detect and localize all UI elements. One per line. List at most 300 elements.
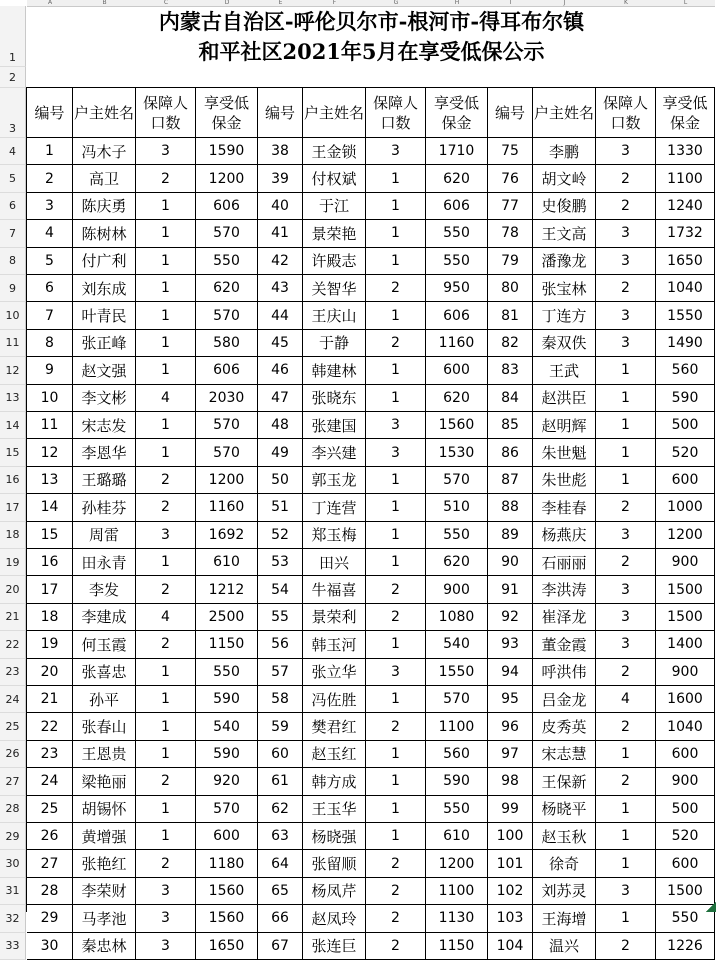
row-number[interactable]: 5 bbox=[0, 165, 26, 192]
table-cell[interactable]: 2500 bbox=[196, 604, 258, 631]
table-cell[interactable]: 76 bbox=[488, 165, 533, 192]
table-cell[interactable]: 51 bbox=[258, 494, 303, 521]
table-cell[interactable]: 570 bbox=[426, 467, 488, 494]
table-cell[interactable]: 570 bbox=[196, 796, 258, 823]
table-cell[interactable]: 4 bbox=[27, 220, 73, 247]
name-cell[interactable]: 于静 bbox=[303, 330, 366, 357]
row-number[interactable]: 12 bbox=[0, 357, 26, 384]
table-cell[interactable]: 570 bbox=[196, 220, 258, 247]
table-cell[interactable]: 4 bbox=[596, 686, 656, 713]
name-cell[interactable]: 关智华 bbox=[303, 275, 366, 302]
name-cell[interactable]: 孙桂芬 bbox=[73, 494, 136, 521]
table-cell[interactable]: 30 bbox=[27, 933, 73, 960]
name-cell[interactable]: 王璐璐 bbox=[73, 467, 136, 494]
table-cell[interactable]: 1 bbox=[596, 467, 656, 494]
table-cell[interactable]: 1 bbox=[136, 686, 196, 713]
table-cell[interactable]: 17 bbox=[27, 576, 73, 603]
name-cell[interactable]: 杨晓强 bbox=[303, 823, 366, 850]
name-cell[interactable]: 田永青 bbox=[73, 549, 136, 576]
table-cell[interactable]: 500 bbox=[656, 412, 715, 439]
name-cell[interactable]: 张宝林 bbox=[533, 275, 596, 302]
table-cell[interactable]: 15 bbox=[27, 522, 73, 549]
name-cell[interactable]: 李发 bbox=[73, 576, 136, 603]
table-cell[interactable]: 21 bbox=[27, 686, 73, 713]
name-cell[interactable]: 潘豫龙 bbox=[533, 248, 596, 275]
table-cell[interactable]: 59 bbox=[258, 713, 303, 740]
name-cell[interactable]: 陈庆勇 bbox=[73, 193, 136, 220]
table-cell[interactable]: 66 bbox=[258, 905, 303, 932]
name-cell[interactable]: 王金锁 bbox=[303, 138, 366, 165]
table-cell[interactable]: 3 bbox=[596, 522, 656, 549]
table-cell[interactable]: 29 bbox=[27, 905, 73, 932]
table-cell[interactable]: 570 bbox=[196, 439, 258, 466]
table-cell[interactable]: 540 bbox=[196, 713, 258, 740]
name-cell[interactable]: 于江 bbox=[303, 193, 366, 220]
row-number[interactable]: 13 bbox=[0, 385, 26, 412]
name-cell[interactable]: 丁连方 bbox=[533, 302, 596, 329]
table-header-cell[interactable]: 享受低保金 bbox=[656, 88, 715, 138]
row-number[interactable]: 18 bbox=[0, 522, 26, 549]
name-cell[interactable]: 张立华 bbox=[303, 659, 366, 686]
table-cell[interactable]: 2 bbox=[596, 165, 656, 192]
name-cell[interactable]: 赵洪臣 bbox=[533, 385, 596, 412]
row-number[interactable]: 3 bbox=[0, 88, 26, 138]
table-header-cell[interactable]: 保障人口数 bbox=[136, 88, 196, 138]
name-cell[interactable]: 史俊鹏 bbox=[533, 193, 596, 220]
table-cell[interactable]: 79 bbox=[488, 248, 533, 275]
table-cell[interactable]: 2 bbox=[136, 494, 196, 521]
table-cell[interactable]: 7 bbox=[27, 302, 73, 329]
table-header-cell[interactable]: 保障人口数 bbox=[596, 88, 656, 138]
name-cell[interactable]: 丁连营 bbox=[303, 494, 366, 521]
row-number[interactable]: 16 bbox=[0, 467, 26, 494]
name-cell[interactable]: 刘东成 bbox=[73, 275, 136, 302]
table-cell[interactable]: 600 bbox=[656, 850, 715, 877]
table-cell[interactable]: 86 bbox=[488, 439, 533, 466]
table-cell[interactable]: 49 bbox=[258, 439, 303, 466]
table-cell[interactable]: 2030 bbox=[196, 385, 258, 412]
table-cell[interactable]: 78 bbox=[488, 220, 533, 247]
table-cell[interactable]: 600 bbox=[196, 823, 258, 850]
table-cell[interactable]: 2 bbox=[27, 165, 73, 192]
table-cell[interactable]: 39 bbox=[258, 165, 303, 192]
name-cell[interactable]: 杨晓平 bbox=[533, 796, 596, 823]
name-cell[interactable]: 韩玉河 bbox=[303, 631, 366, 658]
column-header-k[interactable]: K bbox=[596, 0, 656, 7]
table-cell[interactable]: 3 bbox=[596, 604, 656, 631]
name-cell[interactable]: 徐奇 bbox=[533, 850, 596, 877]
table-cell[interactable]: 1 bbox=[596, 412, 656, 439]
table-cell[interactable]: 550 bbox=[196, 659, 258, 686]
table-cell[interactable]: 80 bbox=[488, 275, 533, 302]
row-number[interactable]: 8 bbox=[0, 248, 26, 275]
name-cell[interactable]: 王武 bbox=[533, 357, 596, 384]
name-cell[interactable]: 石丽丽 bbox=[533, 549, 596, 576]
table-cell[interactable]: 87 bbox=[488, 467, 533, 494]
table-cell[interactable]: 1 bbox=[136, 357, 196, 384]
row-number[interactable]: 9 bbox=[0, 275, 26, 302]
table-cell[interactable]: 550 bbox=[426, 796, 488, 823]
table-cell[interactable]: 47 bbox=[258, 385, 303, 412]
table-cell[interactable]: 96 bbox=[488, 713, 533, 740]
table-cell[interactable]: 1240 bbox=[656, 193, 715, 220]
table-cell[interactable]: 2 bbox=[366, 850, 426, 877]
name-cell[interactable]: 张艳红 bbox=[73, 850, 136, 877]
row-number[interactable]: 6 bbox=[0, 193, 26, 220]
name-cell[interactable]: 韩建林 bbox=[303, 357, 366, 384]
table-cell[interactable]: 85 bbox=[488, 412, 533, 439]
name-cell[interactable]: 李建成 bbox=[73, 604, 136, 631]
table-cell[interactable]: 600 bbox=[656, 467, 715, 494]
row-number[interactable]: 28 bbox=[0, 796, 26, 823]
table-cell[interactable]: 1732 bbox=[656, 220, 715, 247]
table-cell[interactable]: 28 bbox=[27, 878, 73, 905]
table-cell[interactable]: 1 bbox=[136, 220, 196, 247]
name-cell[interactable]: 许殿志 bbox=[303, 248, 366, 275]
name-cell[interactable]: 朱世彪 bbox=[533, 467, 596, 494]
name-cell[interactable]: 冯佐胜 bbox=[303, 686, 366, 713]
table-cell[interactable]: 1500 bbox=[656, 576, 715, 603]
name-cell[interactable]: 郑玉梅 bbox=[303, 522, 366, 549]
table-cell[interactable]: 2 bbox=[596, 768, 656, 795]
table-cell[interactable]: 3 bbox=[596, 330, 656, 357]
table-cell[interactable]: 5 bbox=[27, 248, 73, 275]
table-cell[interactable]: 92 bbox=[488, 604, 533, 631]
name-cell[interactable]: 张春山 bbox=[73, 713, 136, 740]
table-cell[interactable]: 1212 bbox=[196, 576, 258, 603]
table-cell[interactable]: 1692 bbox=[196, 522, 258, 549]
table-cell[interactable]: 1 bbox=[366, 302, 426, 329]
table-cell[interactable]: 520 bbox=[656, 823, 715, 850]
table-cell[interactable]: 1 bbox=[136, 823, 196, 850]
table-cell[interactable]: 2 bbox=[366, 713, 426, 740]
row-number[interactable]: 22 bbox=[0, 631, 26, 658]
table-cell[interactable]: 19 bbox=[27, 631, 73, 658]
table-cell[interactable]: 82 bbox=[488, 330, 533, 357]
table-cell[interactable]: 540 bbox=[426, 631, 488, 658]
name-cell[interactable]: 何玉霞 bbox=[73, 631, 136, 658]
table-cell[interactable]: 620 bbox=[426, 549, 488, 576]
table-cell[interactable]: 1 bbox=[596, 741, 656, 768]
table-cell[interactable]: 3 bbox=[136, 522, 196, 549]
table-cell[interactable]: 590 bbox=[196, 741, 258, 768]
table-cell[interactable]: 24 bbox=[27, 768, 73, 795]
table-header-cell[interactable]: 户主姓名 bbox=[533, 88, 596, 138]
table-cell[interactable]: 1 bbox=[596, 905, 656, 932]
row-number[interactable]: 32 bbox=[0, 905, 26, 932]
row-number[interactable]: 33 bbox=[0, 933, 26, 960]
table-cell[interactable]: 1 bbox=[136, 659, 196, 686]
table-cell[interactable]: 1040 bbox=[656, 275, 715, 302]
column-header-a[interactable]: A bbox=[27, 0, 73, 7]
table-cell[interactable]: 89 bbox=[488, 522, 533, 549]
table-cell[interactable]: 900 bbox=[426, 576, 488, 603]
name-cell[interactable]: 秦忠林 bbox=[73, 933, 136, 960]
table-cell[interactable]: 920 bbox=[196, 768, 258, 795]
name-cell[interactable]: 韩方成 bbox=[303, 768, 366, 795]
name-cell[interactable]: 陈树林 bbox=[73, 220, 136, 247]
table-cell[interactable]: 1 bbox=[596, 823, 656, 850]
table-cell[interactable]: 1 bbox=[366, 357, 426, 384]
table-cell[interactable]: 600 bbox=[426, 357, 488, 384]
table-cell[interactable]: 95 bbox=[488, 686, 533, 713]
table-cell[interactable]: 2 bbox=[366, 878, 426, 905]
table-cell[interactable]: 1550 bbox=[656, 302, 715, 329]
table-cell[interactable]: 44 bbox=[258, 302, 303, 329]
table-cell[interactable]: 606 bbox=[196, 357, 258, 384]
name-cell[interactable]: 杨凤芹 bbox=[303, 878, 366, 905]
table-cell[interactable]: 1400 bbox=[656, 631, 715, 658]
table-cell[interactable]: 55 bbox=[258, 604, 303, 631]
column-header-d[interactable]: D bbox=[196, 0, 258, 7]
name-cell[interactable]: 李洪涛 bbox=[533, 576, 596, 603]
name-cell[interactable]: 吕金龙 bbox=[533, 686, 596, 713]
row-number[interactable]: 14 bbox=[0, 412, 26, 439]
row-number[interactable]: 15 bbox=[0, 439, 26, 466]
name-cell[interactable]: 孙平 bbox=[73, 686, 136, 713]
table-header-cell[interactable]: 户主姓名 bbox=[303, 88, 366, 138]
name-cell[interactable]: 崔泽龙 bbox=[533, 604, 596, 631]
name-cell[interactable]: 张留顺 bbox=[303, 850, 366, 877]
table-cell[interactable]: 2 bbox=[596, 713, 656, 740]
table-cell[interactable]: 550 bbox=[196, 248, 258, 275]
table-cell[interactable]: 3 bbox=[596, 248, 656, 275]
table-cell[interactable]: 16 bbox=[27, 549, 73, 576]
table-cell[interactable]: 27 bbox=[27, 850, 73, 877]
name-cell[interactable]: 周雷 bbox=[73, 522, 136, 549]
table-cell[interactable]: 99 bbox=[488, 796, 533, 823]
table-cell[interactable]: 26 bbox=[27, 823, 73, 850]
row-number[interactable]: 7 bbox=[0, 220, 26, 247]
table-cell[interactable]: 1 bbox=[366, 741, 426, 768]
table-cell[interactable]: 1130 bbox=[426, 905, 488, 932]
table-cell[interactable]: 590 bbox=[656, 385, 715, 412]
table-cell[interactable]: 46 bbox=[258, 357, 303, 384]
name-cell[interactable]: 胡锡怀 bbox=[73, 796, 136, 823]
row-number[interactable]: 25 bbox=[0, 713, 26, 740]
table-cell[interactable]: 1 bbox=[366, 768, 426, 795]
table-cell[interactable]: 1160 bbox=[426, 330, 488, 357]
table-cell[interactable]: 3 bbox=[596, 220, 656, 247]
table-cell[interactable]: 1150 bbox=[426, 933, 488, 960]
name-cell[interactable]: 董金霞 bbox=[533, 631, 596, 658]
table-cell[interactable]: 1 bbox=[136, 439, 196, 466]
table-cell[interactable]: 606 bbox=[196, 193, 258, 220]
name-cell[interactable]: 李桂春 bbox=[533, 494, 596, 521]
table-cell[interactable]: 2 bbox=[136, 850, 196, 877]
table-cell[interactable]: 91 bbox=[488, 576, 533, 603]
name-cell[interactable]: 景荣利 bbox=[303, 604, 366, 631]
table-cell[interactable]: 606 bbox=[426, 302, 488, 329]
name-cell[interactable]: 宋志发 bbox=[73, 412, 136, 439]
table-cell[interactable]: 1100 bbox=[426, 878, 488, 905]
table-cell[interactable]: 18 bbox=[27, 604, 73, 631]
table-cell[interactable]: 1080 bbox=[426, 604, 488, 631]
table-cell[interactable]: 2 bbox=[366, 576, 426, 603]
table-cell[interactable]: 1 bbox=[596, 850, 656, 877]
table-cell[interactable]: 101 bbox=[488, 850, 533, 877]
table-header-cell[interactable]: 编号 bbox=[488, 88, 533, 138]
table-cell[interactable]: 2 bbox=[136, 165, 196, 192]
table-cell[interactable]: 520 bbox=[656, 439, 715, 466]
table-cell[interactable]: 81 bbox=[488, 302, 533, 329]
table-cell[interactable]: 1 bbox=[136, 713, 196, 740]
table-cell[interactable]: 41 bbox=[258, 220, 303, 247]
table-cell[interactable]: 1100 bbox=[656, 165, 715, 192]
column-header-e[interactable]: E bbox=[258, 0, 303, 7]
name-cell[interactable]: 张建国 bbox=[303, 412, 366, 439]
name-cell[interactable]: 王庆山 bbox=[303, 302, 366, 329]
table-cell[interactable]: 11 bbox=[27, 412, 73, 439]
table-cell[interactable]: 1 bbox=[136, 193, 196, 220]
name-cell[interactable]: 王文高 bbox=[533, 220, 596, 247]
table-cell[interactable]: 3 bbox=[596, 302, 656, 329]
table-cell[interactable]: 1330 bbox=[656, 138, 715, 165]
table-cell[interactable]: 1226 bbox=[656, 933, 715, 960]
table-cell[interactable]: 610 bbox=[426, 823, 488, 850]
table-cell[interactable]: 900 bbox=[656, 549, 715, 576]
table-cell[interactable]: 48 bbox=[258, 412, 303, 439]
name-cell[interactable]: 冯木子 bbox=[73, 138, 136, 165]
name-cell[interactable]: 马孝池 bbox=[73, 905, 136, 932]
table-cell[interactable]: 1 bbox=[366, 631, 426, 658]
table-cell[interactable]: 2 bbox=[596, 549, 656, 576]
table-cell[interactable]: 64 bbox=[258, 850, 303, 877]
name-cell[interactable]: 胡文岭 bbox=[533, 165, 596, 192]
table-cell[interactable]: 97 bbox=[488, 741, 533, 768]
name-cell[interactable]: 呼洪伟 bbox=[533, 659, 596, 686]
table-cell[interactable]: 550 bbox=[426, 522, 488, 549]
table-cell[interactable]: 20 bbox=[27, 659, 73, 686]
table-cell[interactable]: 100 bbox=[488, 823, 533, 850]
table-cell[interactable]: 606 bbox=[426, 193, 488, 220]
table-cell[interactable]: 67 bbox=[258, 933, 303, 960]
table-cell[interactable]: 2 bbox=[366, 933, 426, 960]
table-cell[interactable]: 90 bbox=[488, 549, 533, 576]
row-number[interactable]: 1 bbox=[0, 6, 26, 67]
name-cell[interactable]: 王玉华 bbox=[303, 796, 366, 823]
table-cell[interactable]: 1160 bbox=[196, 494, 258, 521]
row-number[interactable]: 27 bbox=[0, 768, 26, 795]
table-cell[interactable]: 58 bbox=[258, 686, 303, 713]
name-cell[interactable]: 王海增 bbox=[533, 905, 596, 932]
column-header-l[interactable]: L bbox=[656, 0, 715, 7]
table-cell[interactable]: 1 bbox=[366, 522, 426, 549]
table-cell[interactable]: 620 bbox=[426, 385, 488, 412]
table-cell[interactable]: 102 bbox=[488, 878, 533, 905]
table-cell[interactable]: 38 bbox=[258, 138, 303, 165]
name-cell[interactable]: 张晓东 bbox=[303, 385, 366, 412]
row-number[interactable]: 24 bbox=[0, 686, 26, 713]
table-cell[interactable]: 1590 bbox=[196, 138, 258, 165]
table-cell[interactable]: 10 bbox=[27, 385, 73, 412]
table-cell[interactable]: 12 bbox=[27, 439, 73, 466]
table-cell[interactable]: 1180 bbox=[196, 850, 258, 877]
row-number[interactable]: 26 bbox=[0, 741, 26, 768]
table-cell[interactable]: 1040 bbox=[656, 713, 715, 740]
table-cell[interactable]: 1 bbox=[366, 165, 426, 192]
table-cell[interactable]: 950 bbox=[426, 275, 488, 302]
table-cell[interactable]: 1 bbox=[136, 302, 196, 329]
table-cell[interactable]: 9 bbox=[27, 357, 73, 384]
row-number[interactable]: 29 bbox=[0, 823, 26, 850]
table-cell[interactable]: 1490 bbox=[656, 330, 715, 357]
column-header-c[interactable]: C bbox=[136, 0, 196, 7]
table-cell[interactable]: 88 bbox=[488, 494, 533, 521]
table-cell[interactable]: 75 bbox=[488, 138, 533, 165]
row-number[interactable]: 21 bbox=[0, 604, 26, 631]
table-cell[interactable]: 1650 bbox=[656, 248, 715, 275]
table-cell[interactable]: 900 bbox=[656, 768, 715, 795]
table-cell[interactable]: 1150 bbox=[196, 631, 258, 658]
table-cell[interactable]: 25 bbox=[27, 796, 73, 823]
column-header-h[interactable]: H bbox=[426, 0, 488, 7]
table-cell[interactable]: 1530 bbox=[426, 439, 488, 466]
name-cell[interactable]: 樊君红 bbox=[303, 713, 366, 740]
table-cell[interactable]: 580 bbox=[196, 330, 258, 357]
name-cell[interactable]: 牛福喜 bbox=[303, 576, 366, 603]
table-cell[interactable]: 1 bbox=[136, 330, 196, 357]
table-cell[interactable]: 1000 bbox=[656, 494, 715, 521]
name-cell[interactable]: 皮秀英 bbox=[533, 713, 596, 740]
column-header-b[interactable]: B bbox=[73, 0, 136, 7]
table-cell[interactable]: 3 bbox=[366, 412, 426, 439]
table-cell[interactable]: 3 bbox=[366, 138, 426, 165]
table-cell[interactable]: 2 bbox=[596, 933, 656, 960]
table-cell[interactable]: 620 bbox=[426, 165, 488, 192]
table-cell[interactable]: 83 bbox=[488, 357, 533, 384]
table-header-cell[interactable]: 编号 bbox=[27, 88, 73, 138]
table-cell[interactable]: 45 bbox=[258, 330, 303, 357]
table-cell[interactable]: 560 bbox=[426, 741, 488, 768]
table-cell[interactable]: 1 bbox=[596, 796, 656, 823]
name-cell[interactable]: 李鹏 bbox=[533, 138, 596, 165]
name-cell[interactable]: 李恩华 bbox=[73, 439, 136, 466]
table-cell[interactable]: 56 bbox=[258, 631, 303, 658]
table-cell[interactable]: 50 bbox=[258, 467, 303, 494]
table-cell[interactable]: 1 bbox=[366, 385, 426, 412]
table-cell[interactable]: 2 bbox=[596, 275, 656, 302]
table-cell[interactable]: 570 bbox=[196, 302, 258, 329]
table-cell[interactable]: 1550 bbox=[426, 659, 488, 686]
table-cell[interactable]: 4 bbox=[136, 385, 196, 412]
row-number[interactable]: 20 bbox=[0, 576, 26, 603]
table-cell[interactable]: 1 bbox=[596, 357, 656, 384]
row-number[interactable]: 31 bbox=[0, 878, 26, 905]
table-cell[interactable]: 1 bbox=[366, 549, 426, 576]
table-cell[interactable]: 1 bbox=[27, 138, 73, 165]
table-cell[interactable]: 1 bbox=[136, 796, 196, 823]
table-cell[interactable]: 2 bbox=[136, 467, 196, 494]
row-number[interactable]: 23 bbox=[0, 659, 26, 686]
table-cell[interactable]: 62 bbox=[258, 796, 303, 823]
table-cell[interactable]: 1200 bbox=[196, 467, 258, 494]
table-cell[interactable]: 2 bbox=[596, 193, 656, 220]
name-cell[interactable]: 赵玉秋 bbox=[533, 823, 596, 850]
table-cell[interactable]: 42 bbox=[258, 248, 303, 275]
table-cell[interactable]: 1560 bbox=[426, 412, 488, 439]
table-cell[interactable]: 590 bbox=[426, 768, 488, 795]
name-cell[interactable]: 付广利 bbox=[73, 248, 136, 275]
table-cell[interactable]: 22 bbox=[27, 713, 73, 740]
table-header-cell[interactable]: 享受低保金 bbox=[426, 88, 488, 138]
table-cell[interactable]: 1 bbox=[366, 248, 426, 275]
table-cell[interactable]: 54 bbox=[258, 576, 303, 603]
table-cell[interactable]: 53 bbox=[258, 549, 303, 576]
table-cell[interactable]: 1 bbox=[596, 385, 656, 412]
table-cell[interactable]: 1650 bbox=[196, 933, 258, 960]
name-cell[interactable]: 赵玉红 bbox=[303, 741, 366, 768]
